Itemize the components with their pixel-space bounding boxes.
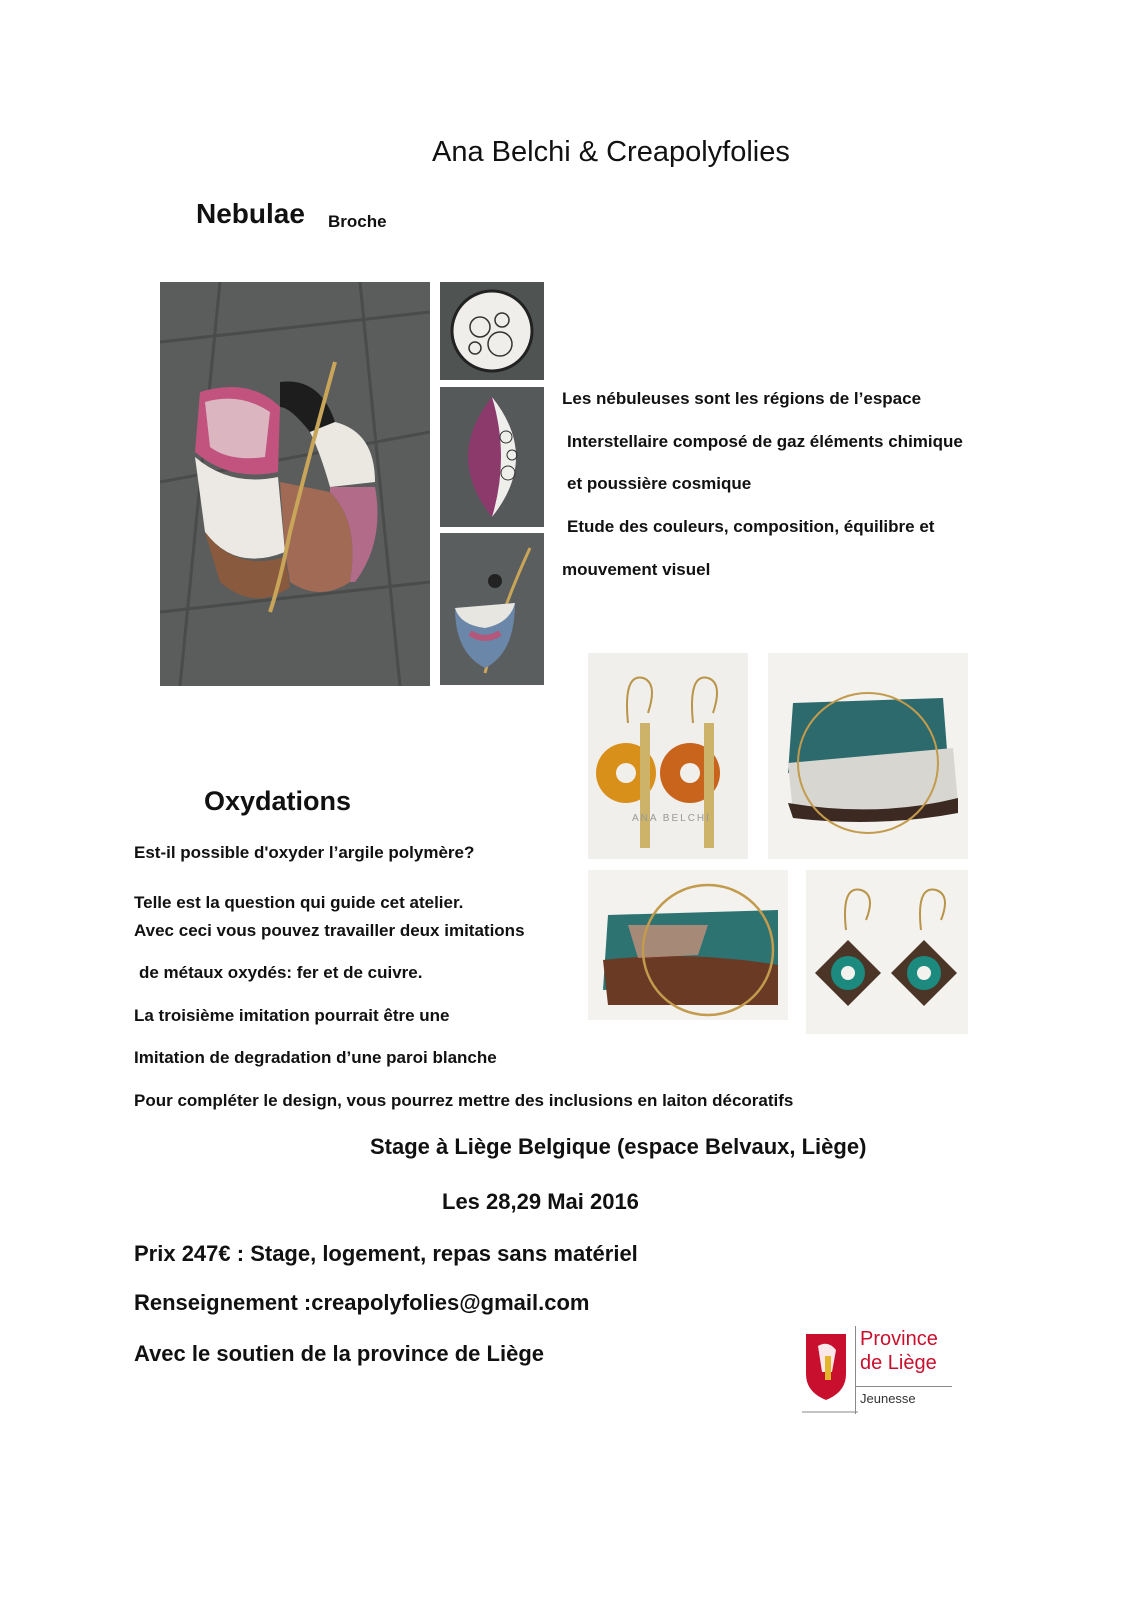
oxydations-line-4: de métaux oxydés: fer et de cuivre. [139, 963, 423, 982]
nebulae-brooch-photo [160, 282, 430, 686]
oxydations-line-2: Telle est la question qui guide cet atelier. [134, 893, 464, 912]
oxydations-line-3: Avec ceci vous pouvez travailler deux imitations [134, 921, 525, 940]
event-contact: Renseignement :creapolyfolies@gmail.com [134, 1290, 590, 1315]
province-crest-icon [802, 1326, 858, 1414]
nebulae-leaf-photo [440, 387, 544, 527]
photo-watermark-1: ANA BELCHI [632, 813, 711, 824]
nebulae-line-4: Etude des couleurs, composition, équilibre et [567, 517, 935, 536]
nebulae-subtitle: Broche [328, 212, 387, 231]
event-location: Stage à Liège Belgique (espace Belvaux, Liège) [370, 1134, 867, 1159]
logo-line-3: Jeunesse [860, 1391, 916, 1406]
earrings-squares-photo [806, 870, 968, 1034]
brooch-oxidized-photo [588, 870, 788, 1020]
nebulae-heading: Nebulae [196, 198, 305, 229]
event-price: Prix 247€ : Stage, logement, repas sans matériel [134, 1241, 638, 1266]
nebulae-line-3: et poussière cosmique [567, 474, 752, 493]
nebulae-line-5: mouvement visuel [562, 560, 711, 579]
nebulae-pendant-photo [440, 533, 544, 685]
brooch-city-photo [768, 653, 968, 859]
province-liege-logo [802, 1326, 952, 1414]
nebulae-line-1: Les nébuleuses sont les régions de l’espace [562, 389, 922, 408]
oxydations-heading: Oxydations [204, 786, 352, 816]
event-dates: Les 28,29 Mai 2016 [442, 1189, 639, 1214]
oxydations-line-5: La troisième imitation pourrait être une [134, 1006, 450, 1025]
earrings-rings-photo [588, 653, 748, 859]
logo-divider [855, 1326, 856, 1414]
logo-line-1: Province [860, 1328, 938, 1350]
logo-underline [855, 1386, 952, 1387]
nebulae-circle-photo [440, 282, 544, 380]
logo-line-2: de Liège [860, 1352, 937, 1374]
oxydations-line-7: Pour compléter le design, vous pourrez mettre des inclusions en laiton décoratifs [134, 1091, 794, 1110]
oxydations-line-1: Est-il possible d'oxyder l’argile polymère? [134, 843, 475, 862]
nebulae-line-2: Interstellaire composé de gaz éléments chimique [567, 432, 963, 451]
page-title: Ana Belchi & Creapolyfolies [432, 136, 790, 168]
oxydations-line-6: Imitation de degradation d’une paroi blanche [134, 1048, 497, 1067]
event-support: Avec le soutien de la province de Liège [134, 1341, 544, 1366]
